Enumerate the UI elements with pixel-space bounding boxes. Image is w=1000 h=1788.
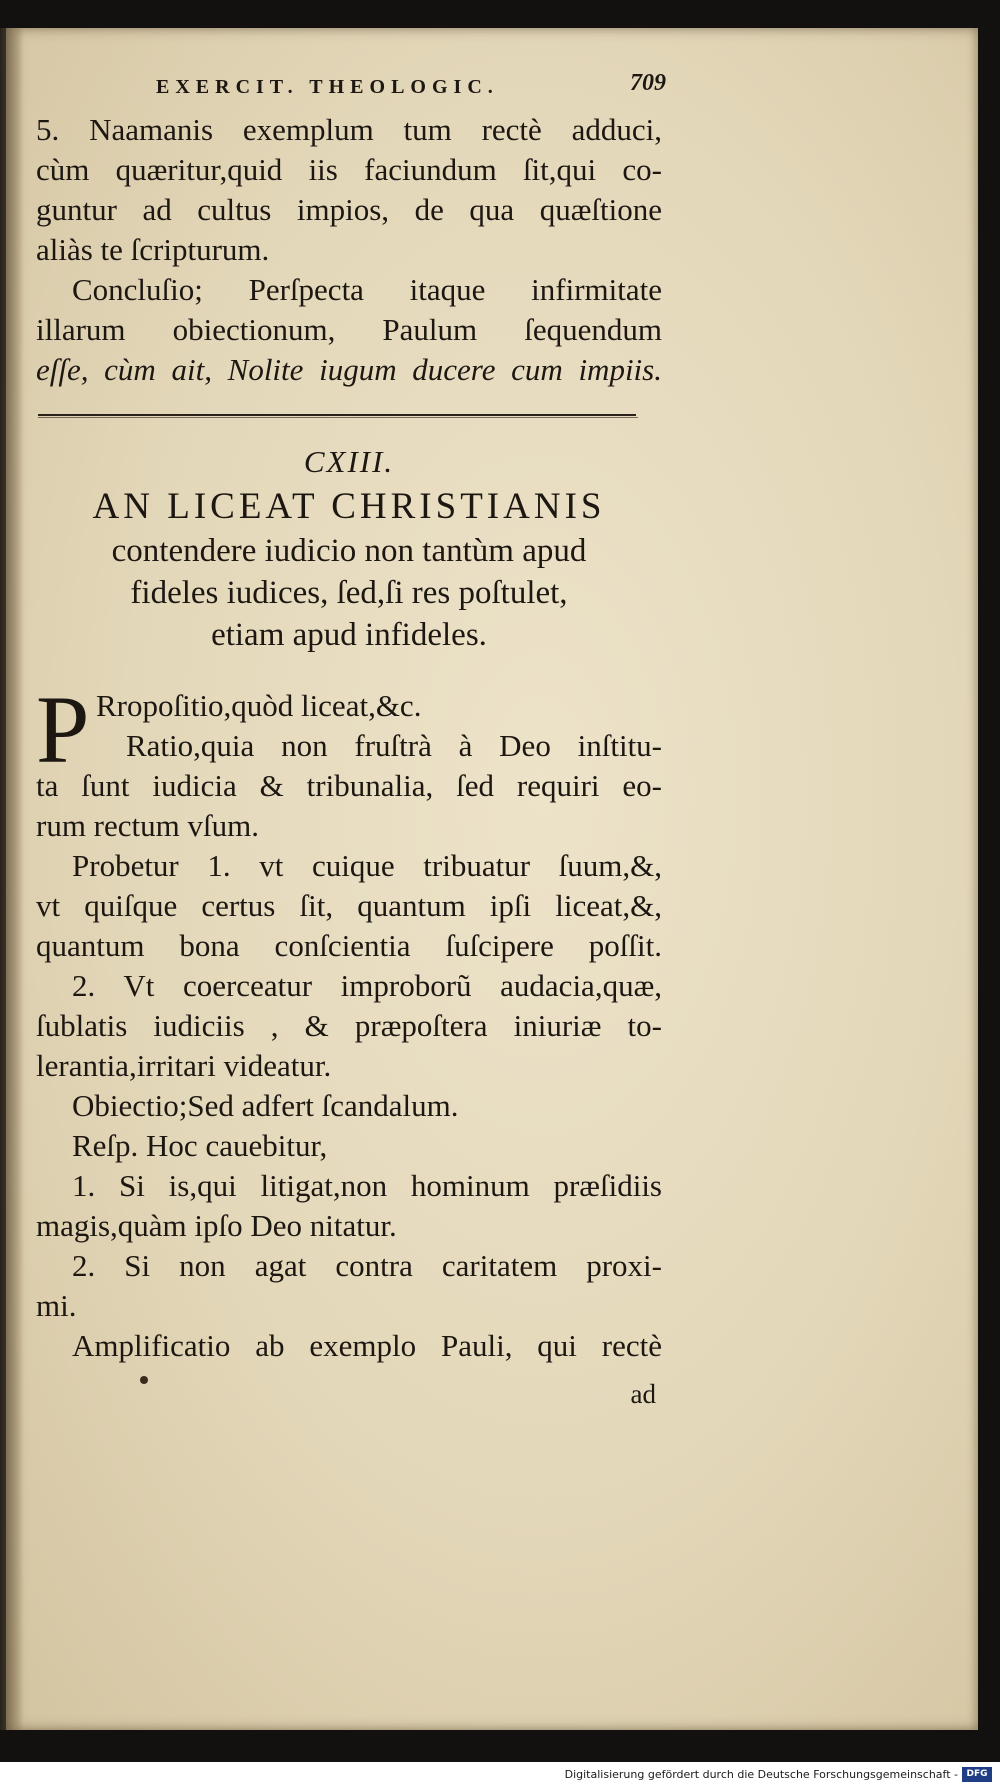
drop-cap: P	[36, 676, 90, 783]
section-subtitle-line: contendere iudicio non tantùm apud	[111, 533, 587, 569]
section-title: AN LICEAT CHRISTIANIS	[92, 486, 606, 527]
section-subtitle-line: fideles iudices, ſed,ſi res poſtulet,	[130, 575, 568, 611]
text-line: ta ſunt iudicia & tribunalia, ſed requiri eo-	[36, 768, 662, 803]
page-number: 709	[630, 70, 666, 96]
text-line: rum rectum vſum.	[36, 808, 259, 843]
running-head	[36, 70, 666, 110]
text-line: Amplificatio ab exemplo Pauli, qui rectè	[72, 1328, 662, 1363]
text-line: 2. Vt coerceatur improborũ audacia,quæ,	[72, 968, 662, 1003]
text-line: vt quiſque certus ſit, quantum ipſi liceat,&,	[36, 888, 662, 923]
page-text	[36, 70, 666, 1414]
text-line: Concluſio; Perſpecta itaque infirmitate	[72, 272, 662, 307]
text-line: ſublatis iudiciis , & præpoſtera iniuriæ to-	[36, 1008, 662, 1043]
section-number: CXIII.	[303, 444, 395, 479]
dfg-logo: DFG	[962, 1767, 992, 1782]
digitization-footer	[0, 1762, 1000, 1788]
ink-spot	[140, 1376, 148, 1384]
text-line: Reſp. Hoc cauebitur,	[72, 1128, 328, 1163]
text-line: lerantia,irritari videatur.	[36, 1048, 332, 1083]
text-line: 2. Si non agat contra caritatem proxi-	[72, 1248, 662, 1283]
text-line: eſſe, cùm ait, Nolite iugum ducere cum impiis.	[36, 352, 662, 387]
text-line: magis,quàm ipſo Deo nitatur.	[36, 1208, 397, 1243]
first-paragraph	[36, 676, 662, 846]
text-line: 5. Naamanis exemplum tum rectè adduci,	[36, 112, 662, 147]
text-line: illarum obiectionum, Paulum ſequendum	[36, 312, 662, 347]
text-line: mi.	[36, 1288, 77, 1323]
section-divider	[36, 410, 662, 420]
footer-credit: Digitalisierung gefördert durch die Deutsche Forschungsgemeinschaft -	[564, 1768, 958, 1781]
text-line: Obiectio;Sed adfert ſcandalum.	[72, 1088, 459, 1123]
running-head-title: EXERCIT. THEOLOGIC.	[156, 76, 499, 98]
page-gutter	[0, 28, 24, 1730]
text-line: quantum bona conſcientia ſuſcipere poſſit.	[36, 928, 662, 963]
section-subtitle-line: etiam apud infideles.	[211, 617, 487, 653]
text-line: guntur ad cultus impios, de qua quæſtione	[36, 192, 662, 227]
text-line: 1. Si is,qui litigat,non hominum præſidiis	[72, 1168, 662, 1203]
text-line: Probetur 1. vt cuique tribuatur ſuum,&,	[72, 848, 662, 883]
catchword: ad	[630, 1379, 656, 1409]
text-line: cùm quæritur,quid iis faciundum ſit,qui co-	[36, 152, 662, 187]
text-line: aliàs te ſcripturum.	[36, 232, 270, 267]
text-line: Ratio,quia non fruſtrà à Deo inſtitu-	[126, 728, 662, 763]
text-line: Rropoſitio,quòd liceat,&c.	[96, 688, 422, 723]
